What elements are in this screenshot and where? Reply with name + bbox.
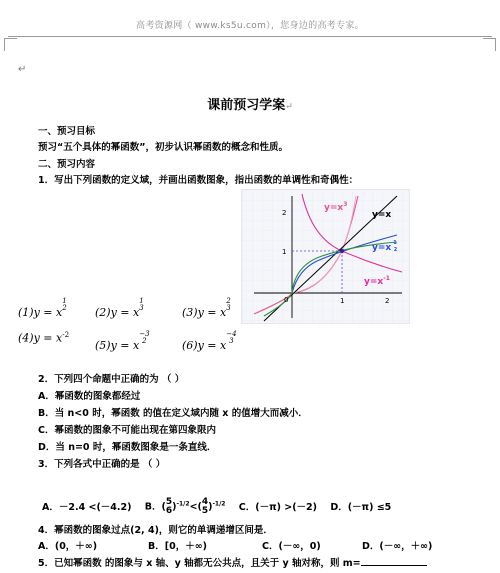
power-function-graph: [241, 189, 410, 324]
exponent-fraction: 1 2: [62, 297, 67, 312]
q3-option-b: B．(5 6)$^{-1/2}$<(4 5)$^{-1/2}$: [144, 497, 226, 516]
x-tick-2: 2: [385, 297, 390, 305]
page-title: [0, 94, 500, 113]
section1-text: 预习“五个具体的幂函数”，初步认识幂函数的概念和性质。: [38, 142, 288, 153]
q2-option-b: B．当 n<0 时，幂函数 的值在定义域内随 x 的值增大而减小．: [38, 408, 308, 419]
question-4: 4．幂函数的图象过点(2, 4)，则它的单调递增区间是．: [38, 525, 273, 536]
origin-label: 0: [284, 296, 289, 304]
graph-svg: [242, 190, 409, 323]
question-1: 1．写出下列函数的定义域，并画出函数图象，指出函数的单调性和奇偶性：: [38, 175, 359, 186]
q4-option-a: A．(0，＋∞): [38, 541, 98, 552]
paragraph-mark-icon: ↵: [18, 64, 27, 75]
function-2: (2)y = x1 3: [95, 297, 144, 319]
title-text: 课前预习学案: [207, 98, 286, 113]
question-3: 3．下列各式中正确的是 （ ）: [38, 459, 166, 470]
question-2: 2．下列四个命题中正确的为 （ ）: [38, 374, 185, 385]
question-5: 5．已知幂函数 的图象与 x 轴、y 轴都无公共点，且关于 y 轴对称，则 m=: [38, 555, 427, 569]
label-sqrt: y=x $^1$ 2: [372, 240, 398, 253]
q2-option-a: A．幂函数的图象都经过: [38, 391, 141, 402]
y-tick-2: 2: [282, 209, 287, 217]
q4-option-b: B．[0，＋∞): [148, 541, 207, 552]
y-tick-1: 1: [282, 248, 287, 256]
exponent-fraction: − 4 3: [226, 331, 236, 345]
exponent-fraction: 2 3: [226, 297, 231, 312]
q3-option-d: D．(－π) ≤5: [330, 501, 392, 513]
q4-option-c: C．(－∞，0): [262, 541, 321, 552]
exponent-fraction: − 3 2: [139, 331, 149, 345]
q2-option-d: D．当 n=0 时，幂函数图象是一条直线．: [38, 442, 217, 453]
function-1: (1)y = x1 2: [18, 297, 67, 319]
x-tick-1: 1: [340, 297, 345, 305]
corner-mark-left: [4, 38, 17, 51]
function-3: (3)y = x2 3: [182, 297, 231, 319]
section1-heading: 一、预习目标: [38, 126, 96, 137]
label-cube: $y=x^3$: [324, 201, 348, 213]
function-4: $(4)y = x^{-2}$: [18, 331, 70, 345]
q3-option-a: A．－2.4 <(－4.2): [42, 501, 132, 513]
paragraph-mark-icon: ↵: [285, 102, 293, 112]
header-rule: [8, 36, 492, 37]
label-identity: y=x: [372, 210, 392, 220]
q3-options: [42, 498, 401, 516]
section2-heading: 二、预习内容: [38, 159, 96, 170]
function-5: (5)y = x− 3 2: [95, 331, 150, 352]
answer-blank[interactable]: [361, 556, 427, 566]
q3-option-c: C．(－π) >(－2): [238, 501, 318, 513]
function-6: (6)y = x− 4 3: [182, 331, 237, 352]
page-header: [0, 0, 500, 48]
exponent-fraction: 1 3: [139, 297, 144, 312]
header-text: 高考资源网（ www.ks5u.com），您身边的高考专家。: [136, 21, 364, 31]
label-inverse: $y=x^{-1}$: [364, 275, 390, 287]
corner-mark-right: [483, 38, 496, 51]
q2-option-c: C．幂函数的图象不可能出现在第四象限内: [38, 425, 216, 436]
q4-option-d: D．(－∞，＋∞): [362, 541, 433, 552]
point-1-1: [340, 249, 344, 253]
